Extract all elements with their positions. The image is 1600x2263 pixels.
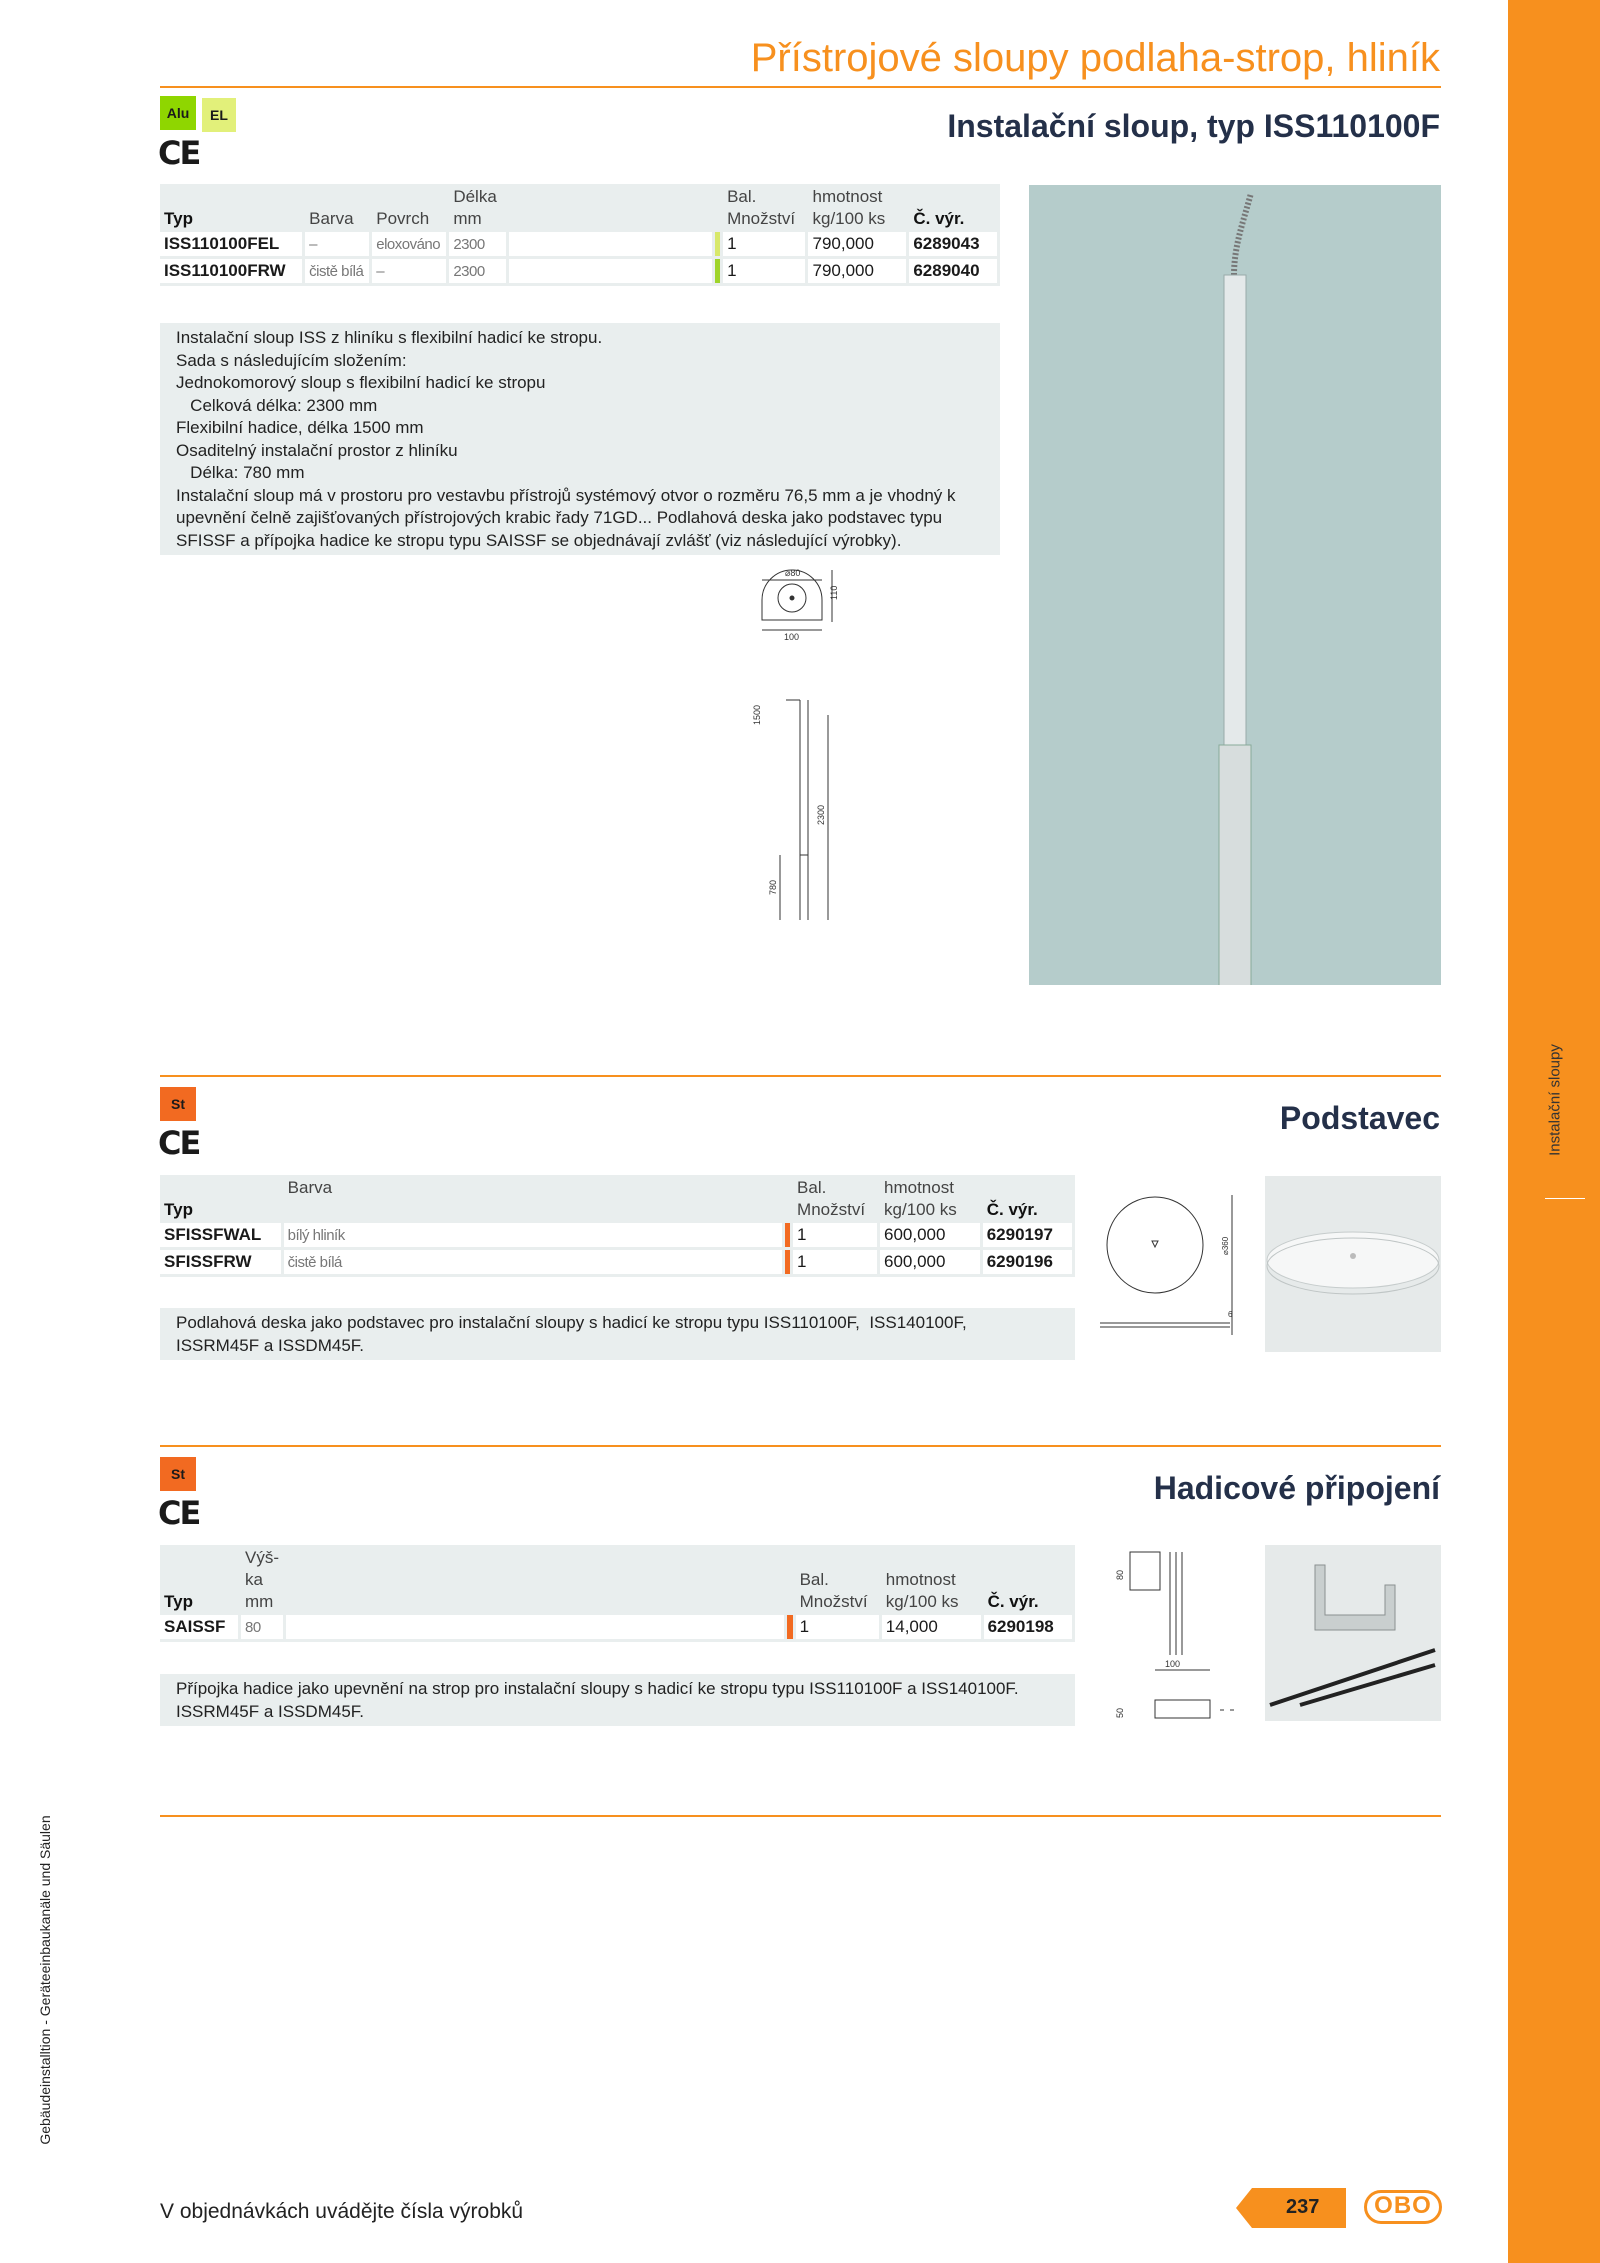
col-vyska: Výš- ka mm (241, 1545, 286, 1615)
col-hmotnost: hmotnost kg/100 ks (880, 1175, 983, 1223)
side-tab-tick (1545, 1198, 1585, 1199)
bottom-rule (160, 1815, 1441, 1817)
technical-drawing (740, 560, 870, 930)
material-badge-el: EL (202, 98, 236, 132)
color-swatch (785, 1223, 793, 1250)
product-table (160, 1545, 1075, 1642)
technical-drawing (1110, 1540, 1240, 1735)
dim-100: 100 (784, 632, 800, 642)
dim-110: 110 (829, 585, 839, 600)
dim-780: 780 (768, 879, 778, 895)
col-cvyr: Č. výr. (983, 1175, 1075, 1223)
dim-100: 100 (1165, 1659, 1181, 1669)
left-vertical-label: Gebäudeinstalltion - Geräteeinbaukanäle und Säulen (37, 1815, 53, 2145)
ce-mark: CE (158, 134, 200, 172)
dim-80: 80 (1115, 1569, 1125, 1580)
color-swatch (787, 1615, 795, 1642)
table-row: SAISSF 80 1 14,000 6290198 (160, 1615, 1075, 1642)
product-description: Přípojka hadice jako upevnění na strop pro instalační sloupy s hadicí ke stropu typu ISS110100F a ISS140100F. ISSRM45F a ISSDM45F. (160, 1674, 1075, 1726)
col-typ: Typ (160, 184, 305, 232)
col-typ: Typ (160, 1175, 284, 1223)
ce-mark: CE (158, 1494, 200, 1532)
product-table (160, 184, 1000, 286)
table-row: SFISSFRW čistě bílá 1 600,000 6290196 (160, 1250, 1075, 1277)
product-title: Podstavec (1279, 1100, 1440, 1136)
product-table (160, 1175, 1075, 1277)
color-swatch (715, 232, 723, 259)
dim-thickness: 6 (1228, 1310, 1233, 1319)
product-photo-column (1029, 185, 1441, 985)
col-hmotnost: hmotnost kg/100 ks (808, 184, 909, 232)
col-cvyr: Č. výr. (909, 184, 1000, 232)
material-badge-st: St (160, 1457, 196, 1491)
dim-d80: ⌀80 (785, 568, 801, 578)
footer-note: V objednávkách uvádějte čísla výrobků (160, 2200, 524, 2223)
product-title: Hadicové připojení (1153, 1470, 1440, 1506)
page-title: Přístrojové sloupy podlaha-strop, hliník (750, 36, 1440, 80)
product-title: Instalační sloup, typ ISS110100F (947, 108, 1440, 144)
col-mnozstvi: Bal. Množství (723, 184, 808, 232)
material-badge-st: St (160, 1087, 196, 1121)
obo-logo: OBO (1364, 2190, 1442, 2224)
col-cvyr: Č. výr. (984, 1545, 1075, 1615)
product-description: Podlahová deska jako podstavec pro instalační sloupy s hadicí ke stropu typu ISS110100F, ISS140100F, ISSRM45F a ISSDM45F. (160, 1308, 1075, 1360)
dim-diameter: ⌀360 (1221, 1236, 1230, 1255)
ce-mark: CE (158, 1124, 200, 1162)
col-delka: Délka mm (449, 184, 509, 232)
color-swatch (785, 1250, 793, 1277)
title-rule (160, 86, 1441, 88)
material-badge-alu: Alu (160, 96, 196, 130)
col-povrch: Povrch (372, 184, 449, 232)
section-rule (160, 1075, 1441, 1077)
product-photo-hose-connector (1265, 1545, 1441, 1721)
product-description: Instalační sloup ISS z hliníku s flexibilní hadicí ke stropu. Sada s následujícím složením: Jednokomorový sloup s flexibilní hadicí ke stropu Celková délka: 2300 mm Flexibilní hadice, délka 1500 mm Osaditelný instalační prostor z hliníku Délka: 780 mm Instalační sloup má v prostoru pro vestavbu přístrojů systémový otvor o rozměru 76,5 mm a je vhodný k upevnění čelně zajišťovaných přístrojových krabic řady 71GD... Podlahová deska jako podstavec typu SFISSF a přípojka hadice ke stropu typu SAISSF se objednávají zvlášť (viz následující výrobky). (160, 323, 1000, 555)
color-swatch (715, 259, 723, 286)
col-barva: Barva (305, 184, 372, 232)
table-row: ISS110100FEL – eloxováno 2300 1 790,000 6289043 (160, 232, 1000, 259)
dim-2300: 2300 (816, 804, 826, 825)
table-row: SFISSFWAL bílý hliník 1 600,000 6290197 (160, 1223, 1075, 1250)
col-barva: Barva (284, 1175, 785, 1223)
col-typ: Typ (160, 1545, 241, 1615)
dim-1500: 1500 (752, 704, 762, 725)
section-rule (160, 1445, 1441, 1447)
dim-50: 50 (1115, 1707, 1125, 1718)
page-number: 237 (1286, 2196, 1320, 2218)
technical-drawing (1100, 1185, 1240, 1345)
col-mnozstvi: Bal. Množství (793, 1175, 880, 1223)
side-tab-label: Instalační sloupy (1546, 1044, 1564, 1156)
product-photo-base-plate (1265, 1176, 1441, 1352)
col-mnozstvi: Bal. Množství (796, 1545, 882, 1615)
col-hmotnost: hmotnost kg/100 ks (882, 1545, 984, 1615)
table-row: ISS110100FRW čistě bílá – 2300 1 790,000 6289040 (160, 259, 1000, 286)
